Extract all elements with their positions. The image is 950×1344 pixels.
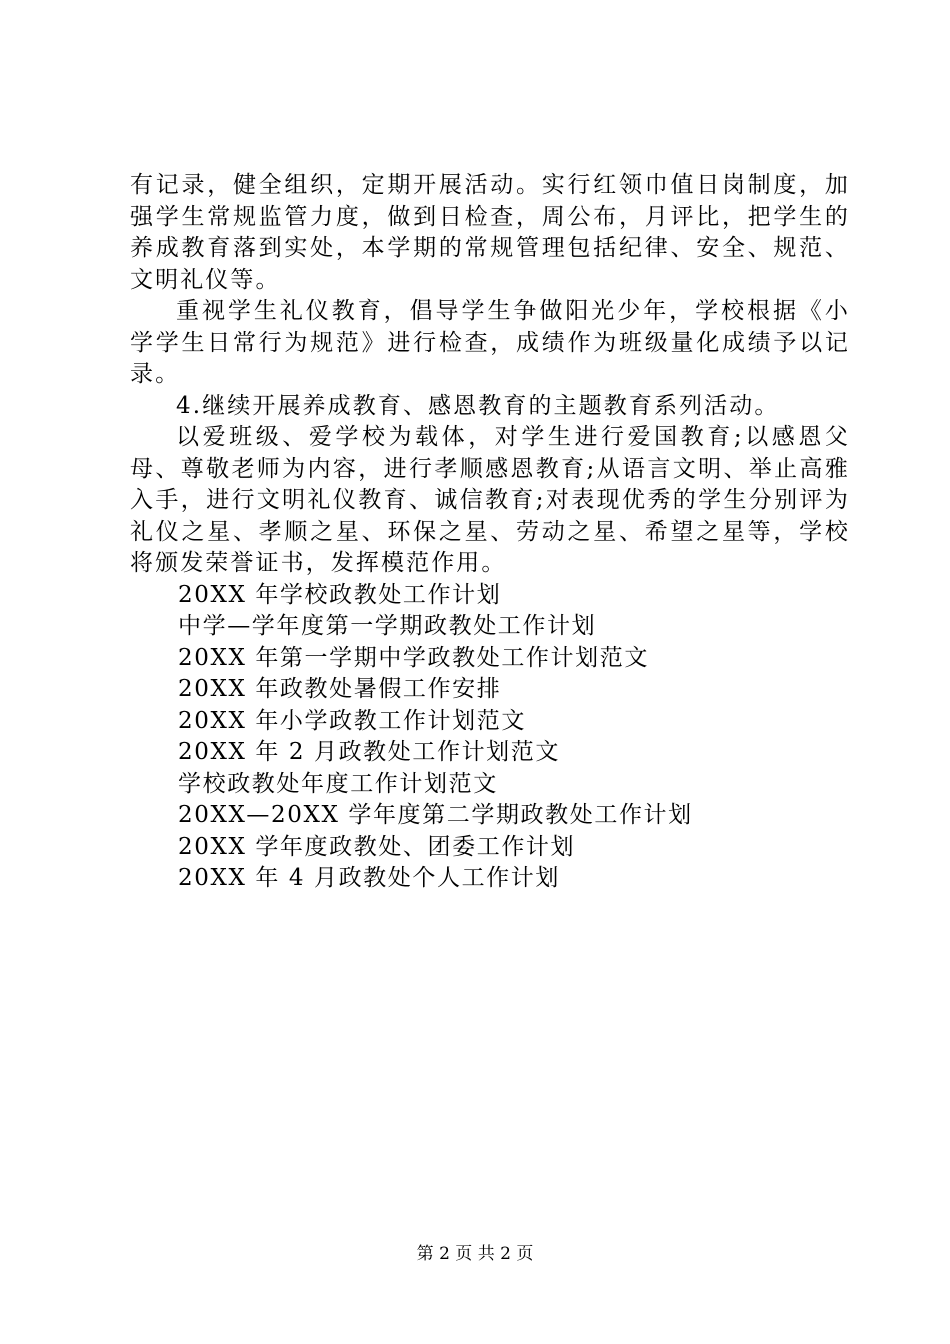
- related-article-link[interactable]: 中学—学年度第一学期政教处工作计划: [178, 613, 597, 639]
- document-body: [130, 170, 850, 895]
- related-article-link[interactable]: 学校政教处年度工作计划范文: [178, 770, 498, 797]
- related-article-link[interactable]: 20XX—20XX 学年度第二学期政教处工作计划: [178, 802, 693, 828]
- related-articles-list: [130, 580, 850, 895]
- related-article-link[interactable]: 20XX 年小学政教工作计划范文: [178, 707, 526, 734]
- page-footer: [0, 1243, 950, 1265]
- related-article-link[interactable]: 20XX 学年度政教处、团委工作计划: [178, 833, 576, 860]
- body-paragraph: 以爱班级、爱学校为载体，对学生进行爱国教育;以感恩父母、尊敬老师为内容，进行孝顺感恩教育;从语言文明、举止高雅入手，进行文明礼仪教育、诚信教育;对表现优秀的学生分别评为礼仪之星、孝顺之星、环保之星、劳动之星、希望之星等，学校将颁发荣誉证书，发挥模范作用。: [130, 424, 850, 576]
- body-paragraph: 4.继续开展养成教育、感恩教育的主题教育系列活动。: [176, 392, 780, 419]
- related-article-link[interactable]: 20XX 年学校政教处工作计划: [178, 581, 502, 608]
- related-article-link[interactable]: 20XX 年第一学期中学政教处工作计划范文: [178, 644, 649, 671]
- page-number: 第 2 页 共 2 页: [416, 1244, 534, 1264]
- related-article-link[interactable]: 20XX 年 4 月政教处个人工作计划: [178, 865, 560, 891]
- body-paragraph: 有记录，健全组织，定期开展活动。实行红领巾值日岗制度，加强学生常规监管力度，做到日检查，周公布，月评比，把学生的养成教育落到实处，本学期的常规管理包括纪律、安全、规范、文明礼仪等。: [130, 172, 850, 293]
- body-paragraph: 重视学生礼仪教育，倡导学生争做阳光少年，学校根据《小学学生日常行为规范》进行检查，成绩作为班级量化成绩予以记录。: [130, 298, 850, 387]
- related-article-link[interactable]: 20XX 年 2 月政教处工作计划范文: [178, 739, 560, 765]
- related-article-link[interactable]: 20XX 年政教处暑假工作安排: [178, 676, 502, 702]
